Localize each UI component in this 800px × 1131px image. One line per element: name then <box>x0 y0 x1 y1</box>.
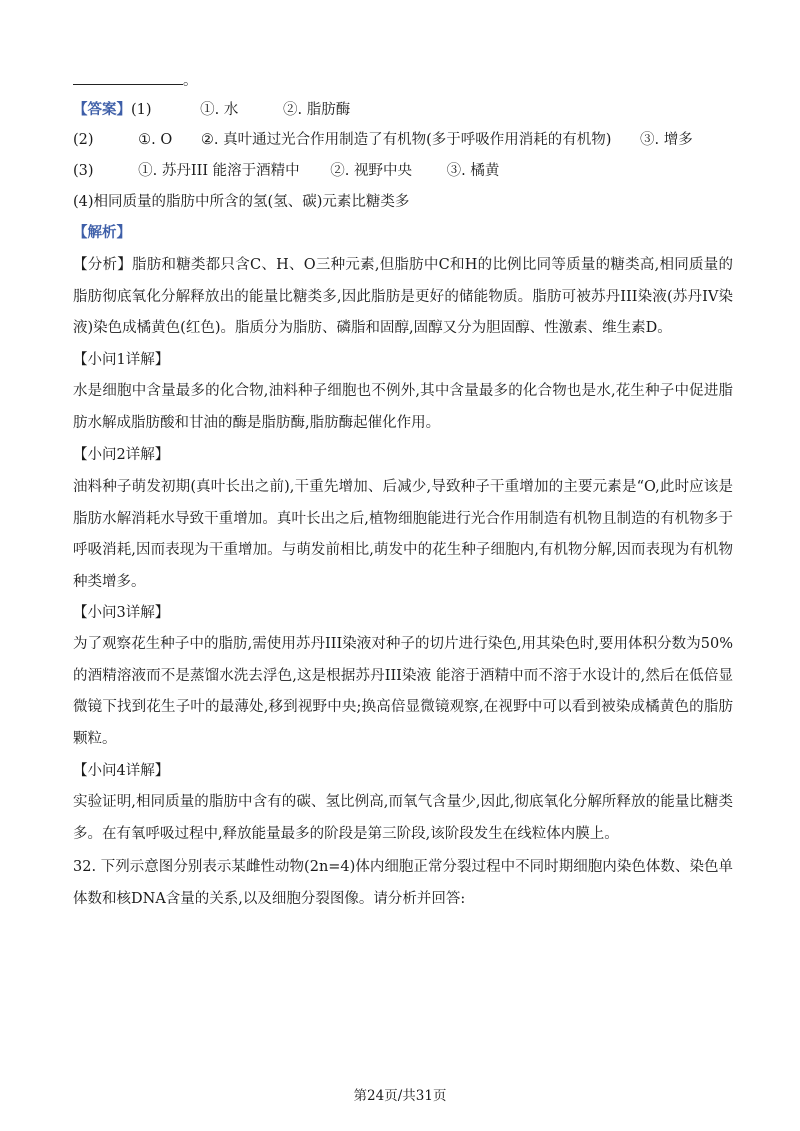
analysis-overview: 【分析】脂肪和糖类都只含C、H、O三种元素,但脂肪中C和H的比例比同等质量的糖类高,相同质量的脂肪彻底氧化分解释放出的能量比糖类多,因此脂肪是更好的储能物质。脂肪可被苏丹III染液(苏丹IV染液)染色成橘黄色(红色)。脂质分为脂肪、磷脂和固醇,固醇又分为胆固醇、性激素、维生素D。 <box>73 257 733 336</box>
answer-q1-number: (1) <box>131 102 152 118</box>
answer-q3-number: (3) <box>73 163 94 179</box>
q1-detail-title: 【小问1详解】 <box>73 352 170 368</box>
q1-detail-text: 水是细胞中含量最多的化合物,油料种子细胞也不例外,其中含量最多的化合物也是水,花生种子中促进脂肪水解成脂肪酸和甘油的酶是脂肪酶,脂肪酶起催化作用。 <box>73 383 733 431</box>
answer-q2-item3: ③. 增多 <box>640 132 693 148</box>
answer-tag: 【答案】 <box>73 101 131 118</box>
answer-q2-item1: ①. O <box>138 132 173 148</box>
question-32: 32. 下列示意图分别表示某雌性动物(2n=4)体内细胞正常分裂过程中不同时期细胞内染色体数、染色单体数和核DNA含量的关系,以及细胞分裂图像。请分析并回答: <box>73 859 733 907</box>
q4-detail-title: 【小问4详解】 <box>73 763 170 779</box>
q4-detail-text: 实验证明,相同质量的脂肪中含有的碳、氢比例高,而氧气含量少,因此,彻底氧化分解所释放的能量比糖类多。在有氧呼吸过程中,释放能量最多的阶段是第三阶段,该阶段发生在线粒体内膜上。 <box>73 794 733 842</box>
answer-q3-item1: ①. 苏丹III 能溶于酒精中 <box>138 163 300 179</box>
period: 。 <box>183 73 198 89</box>
answer-q2-line <box>73 130 693 150</box>
q2-detail-title: 【小问2详解】 <box>73 447 170 463</box>
blank-underline <box>73 70 183 85</box>
answer-q3-line <box>73 161 499 181</box>
answer-q3-item2: ②. 视野中央 <box>330 163 412 179</box>
q2-detail-text: 油料种子萌发初期(真叶长出之前),干重先增加、后减少,导致种子干重增加的主要元素是“O,此时应该是脂肪水解消耗水导致干重增加。真叶长出之后,植物细胞能进行光合作用制造有机物且制造的有机物多于呼吸消耗,因而表现为干重增加。与萌发前相比,萌发中的花生种子细胞内,有机物分解,因而表现为有机物种类增多。 <box>73 479 733 590</box>
answer-q4-line: (4)相同质量的脂肪中所含的氢(氢、碳)元素比糖类多 <box>73 194 410 210</box>
answer-q1-line <box>73 100 350 120</box>
analysis-tag: 【解析】 <box>73 224 131 241</box>
answer-q1-item1: ①. 水 <box>200 102 239 118</box>
q3-detail-title: 【小问3详解】 <box>73 605 170 621</box>
answer-blank-line <box>73 70 198 91</box>
answer-q1-item2: ②. 脂肪酶 <box>282 102 351 118</box>
page-footer: 第24页/共31页 <box>353 1088 447 1104</box>
q3-detail-text: 为了观察花生种子中的脂肪,需使用苏丹III染液对种子的切片进行染色,用其染色时,要用体积分数为50%的酒精溶液而不是蒸馏水洗去浮色,这是根据苏丹III染液 能溶于酒精中而不溶于水设计的,然后在低倍显微镜下找到花生子叶的最薄处,移到视野中央;换高倍显微镜观察,在视野中可以看到被染成橘黄色的脂肪颗粒。 <box>73 636 733 747</box>
answer-q3-item3: ③. 橘黄 <box>446 163 500 179</box>
answer-q2-item2: ②. 真叶通过光合作用制造了有机物(多于呼吸作用消耗的有机物) <box>200 132 612 148</box>
answer-q2-number: (2) <box>73 132 94 148</box>
